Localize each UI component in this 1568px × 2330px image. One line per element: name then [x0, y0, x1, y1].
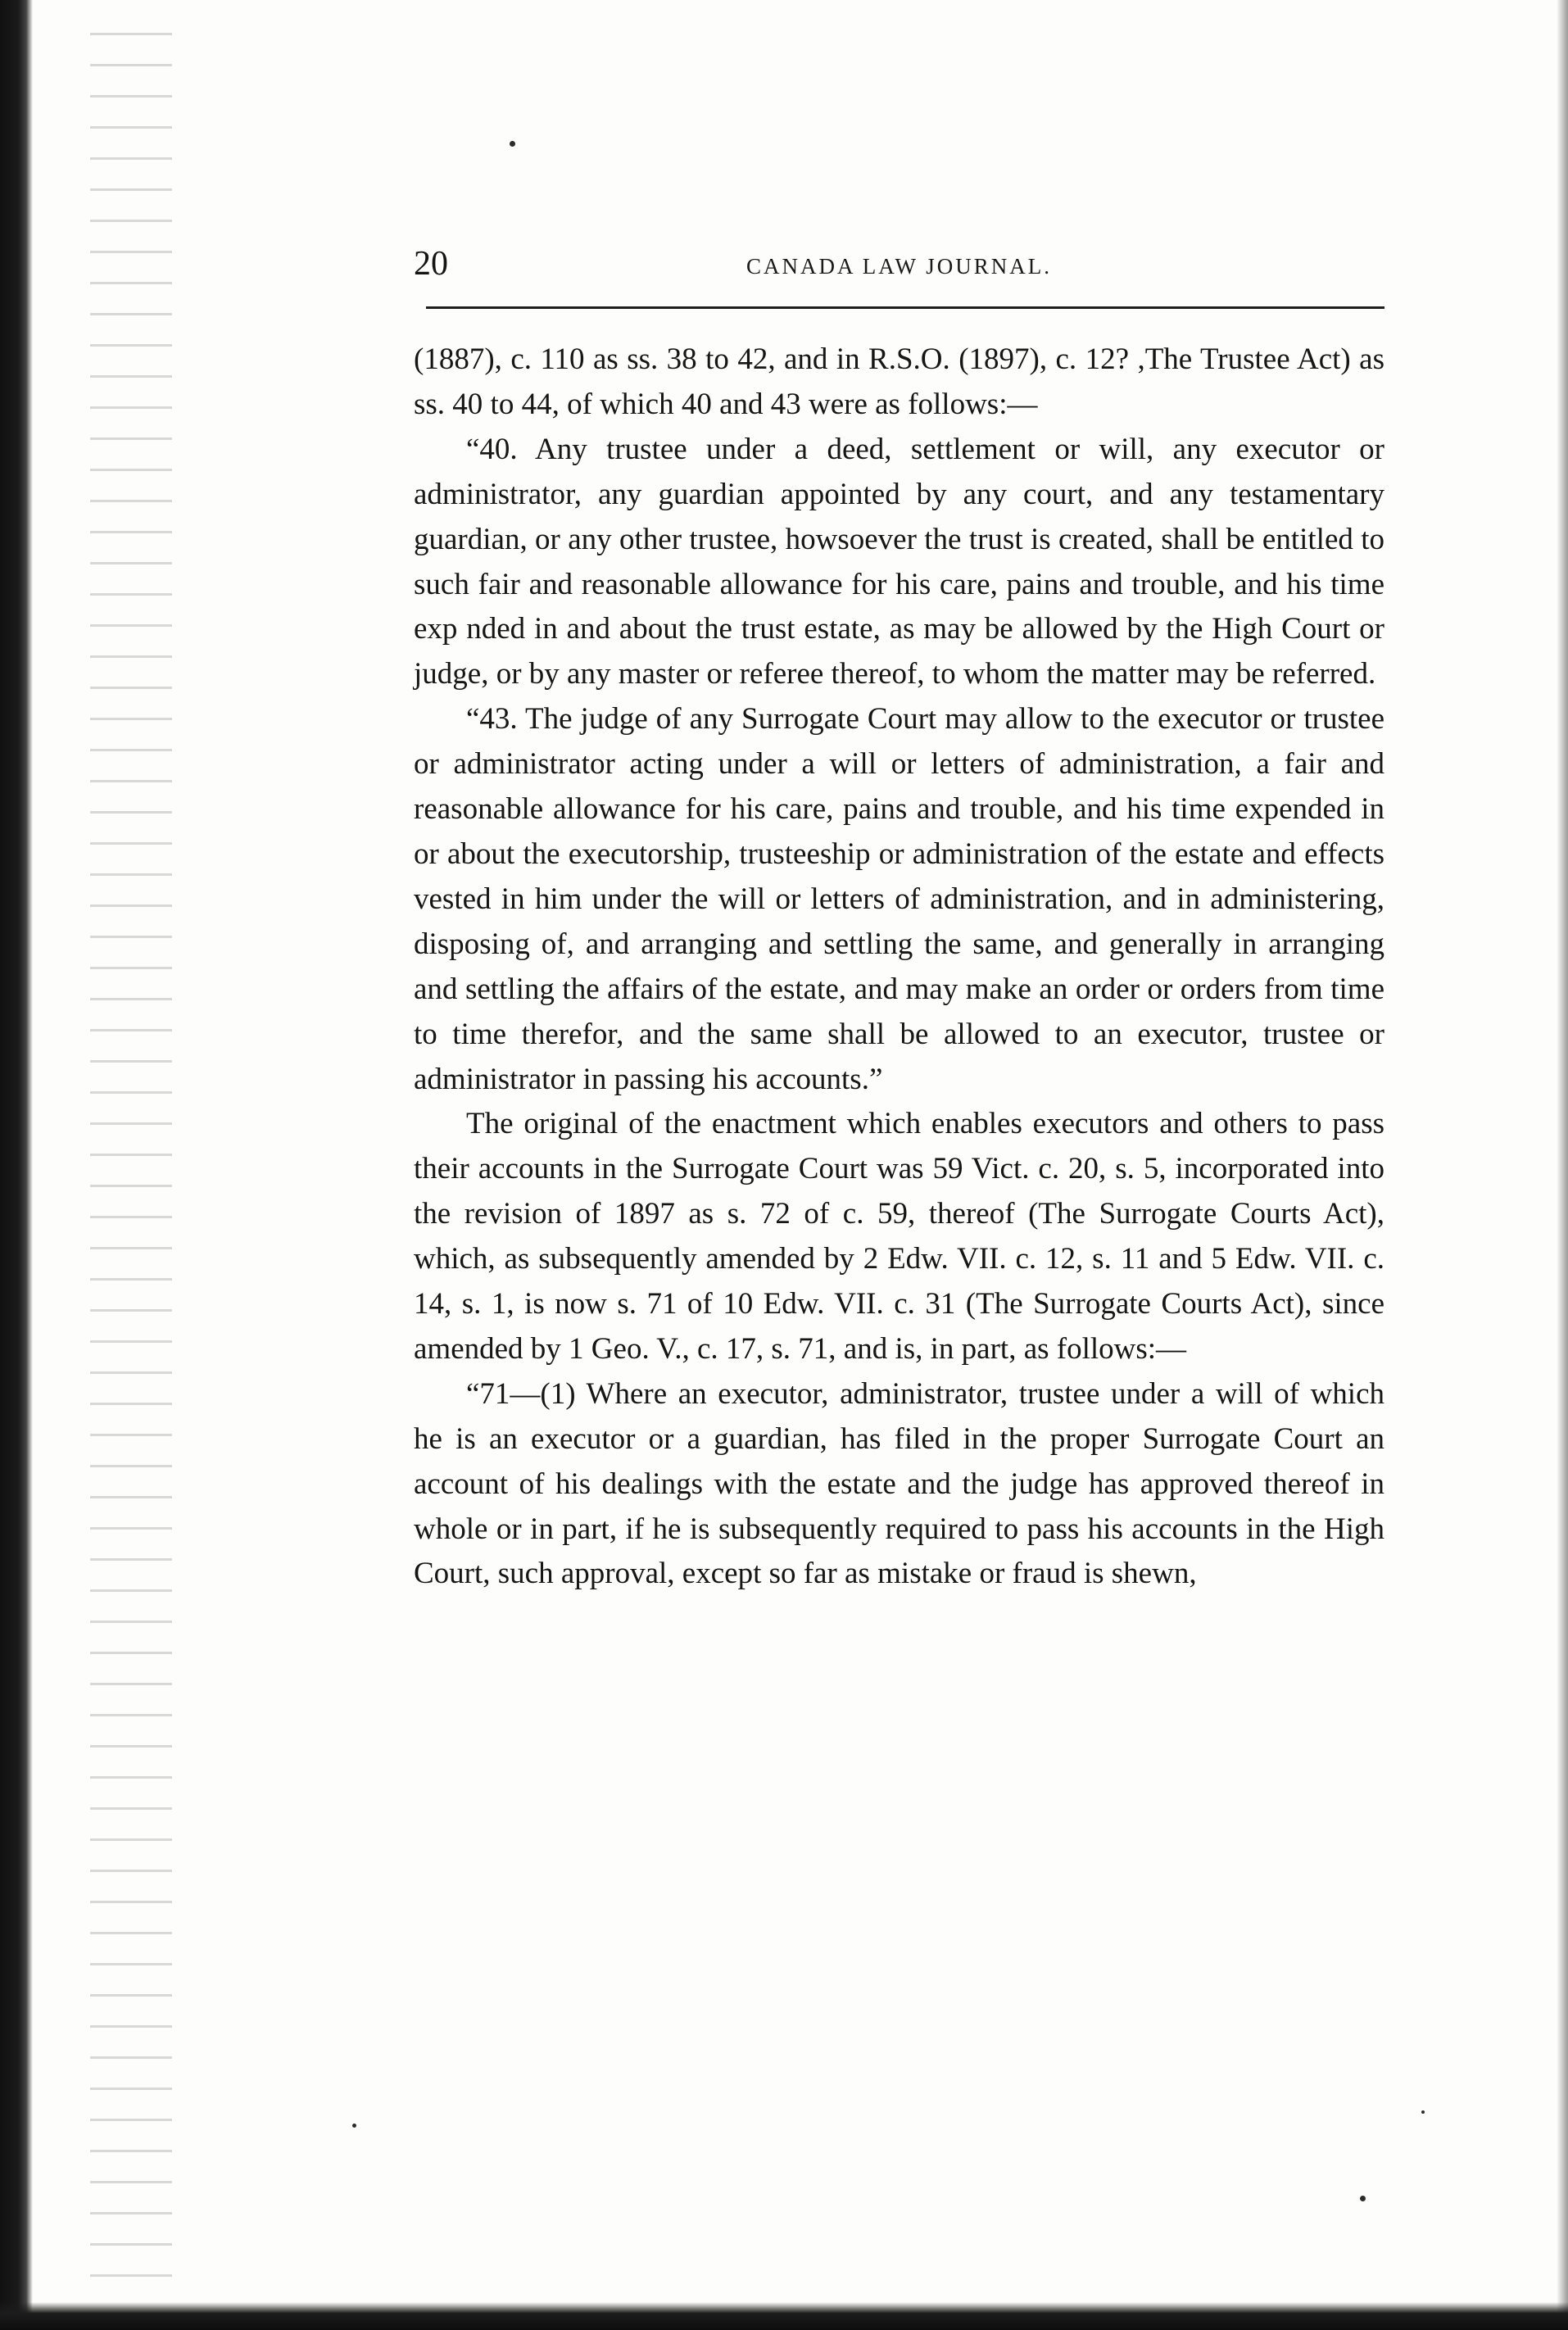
dust-speck — [1360, 2196, 1366, 2201]
scan-edge-left — [0, 0, 33, 2330]
scan-edge-bottom — [0, 2302, 1568, 2330]
dust-speck — [1421, 2110, 1425, 2114]
journal-title: CANADA LAW JOURNAL. — [745, 254, 1053, 279]
paragraph-continuation: (1887), c. 110 as ss. 38 to 42, and in R.S.O. (1897), c. 12? ,The Trustee Act) as ss. 40 to 44, of which 40 and 43 were as follows:— — [414, 342, 1384, 421]
page-number: 20 — [414, 245, 448, 283]
body-text — [414, 338, 1384, 1597]
paragraph-section-43: “43. The judge of any Surrogate Court may allow to the executor or trustee or administrator acting under a will or letters of administration, a fair and reasonable allowance for his care, pains and trouble, and his time expended in or about the executorship, trusteeship or administration of the estate and effects vested in him under the will or letters of administration, and in administering, disposing of, and arranging and settling the same, and generally in arranging and settling the affairs of the estate, and may make an order or orders from time to time therefor, and the same shall be allowed to an executor, trustee or administrator in passing his accounts.” — [414, 702, 1384, 1096]
paragraph-commentary: The original of the enactment which enables executors and others to pass their accounts in the Surrogate Court was 59 Vict. c. 20, s. 5, incorporated into the revision of 1897 as s. 72 of c. 59, thereof (The Surrogate Courts Act), which, as subsequently amended by 2 Edw. VII. c. 12, s. 11 and 5 Edw. VII. c. 14, s. 1, is now s. 71 of 10 Edw. VII. c. 31 (The Surrogate Courts Act), since amended by 1 Geo. V., c. 17, s. 71, and is, in part, as follows:— — [414, 1107, 1384, 1366]
gutter-bleed-marks — [90, 33, 172, 2294]
dust-speck — [352, 2124, 356, 2128]
paragraph-section-40: “40. Any trustee under a deed, settlement or will, any executor or administrator, any guardian appointed by any court, and any testamentary guardian, or any other trustee, howsoever the trust is created, shall be entitled to such fair and reasonable allowance for his care, pains and trouble, and his time exp nded in and about the trust estate, as may be allowed by the High Court or judge, or by any master or referee thereof, to whom the matter may be referred. — [414, 432, 1384, 691]
paragraph-section-71: “71—(1) Where an executor, administrator, trustee under a will of which he is an executor or a guardian, has filed in the proper Surrogate Court an account of his dealings with the estate and the judge has approved thereof in whole or in part, if he is subsequently required to pass his accounts in the High Court, such approval, except so far as mistake or fraud is shewn, — [414, 1376, 1384, 1591]
scan-edge-right — [1557, 0, 1568, 2330]
dust-speck — [510, 141, 515, 147]
header-rule — [426, 306, 1384, 309]
running-header — [414, 244, 1384, 293]
